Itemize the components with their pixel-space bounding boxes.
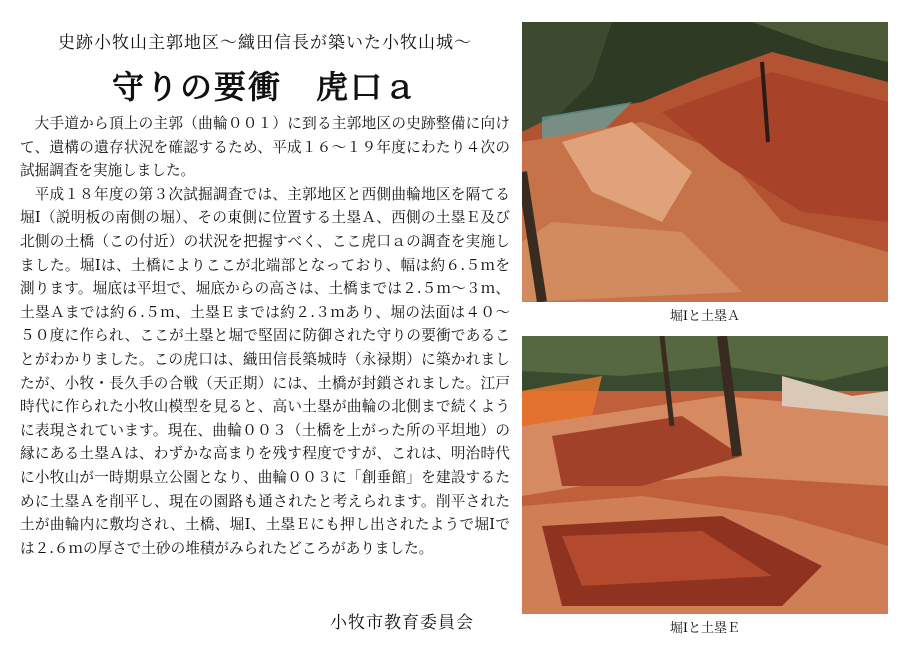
board-body [20, 112, 510, 560]
photo-moat-earthwork-a [522, 22, 888, 302]
caption-bottom: 堀Ⅰと土塁Ｅ [669, 621, 741, 636]
body-paragraph-1: 大手道から頂上の主郭（曲輪００１）に到る主郭地区の史跡整備に向けて、遺構の遺存状況を確認するため、平成１６～１９年度にわたり４次の試掘調査を実施しました。 [20, 115, 510, 180]
excavation-photo-top [522, 22, 888, 302]
caption-top: 堀Ⅰと土塁Ａ [669, 309, 741, 324]
board-subtitle: 史跡小牧山主郭地区～織田信長が築いた小牧山城～ [58, 33, 472, 53]
body-paragraph-2: 平成１８年度の第３次試掘調査では、主郭地区と西側曲輪地区を隔てる堀Ⅰ（説明板の南側の堀）、その東側に位置する土塁Ａ、西側の土塁Ｅ及び北側の土橋（この付近）の状況を把握すべく、ここ虎口ａの調査を実施しました。堀Ⅰは、土橋によりここが北端部となっており、幅は約６.５ｍを測ります。堀底は平坦で、堀底からの高さは、土橋までは２.５ｍ～３ｍ、土塁Ａまでは約６.５ｍ、土塁Ｅまでは約２.３ｍあり、堀の法面は４０～５０度に作られ、ここが土塁と堀で堅固に防御された守りの要衝であることがわかりました。この虎口は、織田信長築城時（永禄期）に築かれましたが、小牧・長久手の合戦（天正期）には、土橋が封鎖されました。江戸時代に作られた小牧山模型を見ると、高い土塁が曲輪の北側まで続くように表現されています。現在、曲輪００３（土橋を上がった所の平坦地）の縁にある土塁Ａは、わずかな高まりを残す程度ですが、これは、明治時代に小牧山が一時期県立公園となり、曲輪００３に「創垂館」を建設するために土塁Ａを削平し、現在の園路も通されたと考えられます。削平された土が曲輪内に敷均され、土橋、堀Ⅰ、土塁Ｅにも押し出されたようで堀Ⅰでは２.６ｍの厚さで土砂の堆積がみられたどころがありました。 [20, 185, 510, 557]
board-title: 守りの要衝 虎口ａ [111, 68, 418, 106]
photo-moat-earthwork-e [522, 336, 888, 614]
signature: 小牧市教育委員会 [330, 613, 474, 633]
excavation-photo-bottom [522, 336, 888, 614]
